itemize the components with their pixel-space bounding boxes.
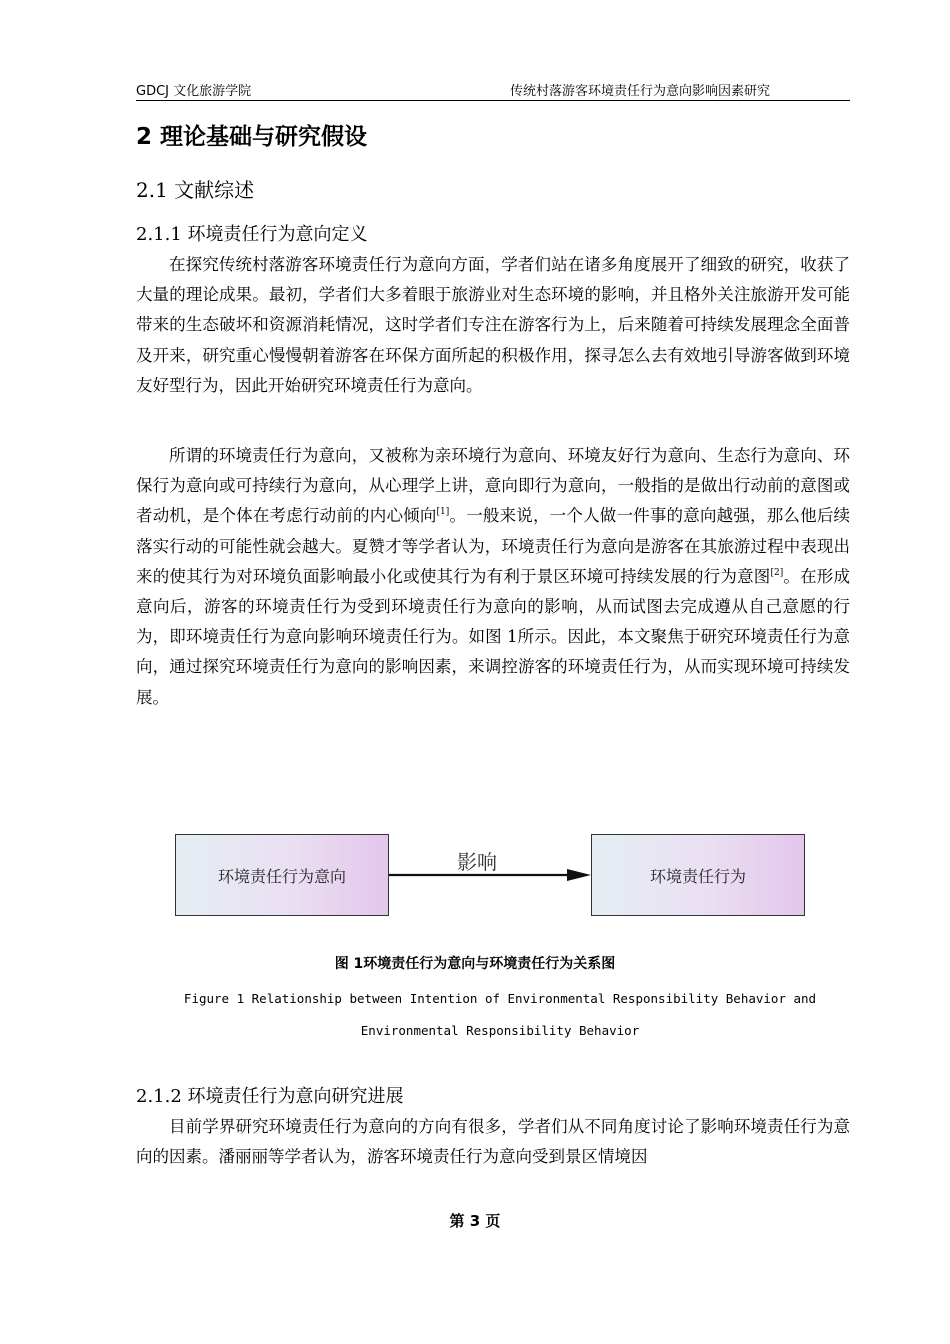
header-institution: GDCJ 文化旅游学院 bbox=[136, 84, 252, 99]
figure-caption-en: Figure 1 Relationship between Intention of Environmental Responsibility Behavior and Environmental Responsibility Behavior bbox=[183, 991, 817, 1038]
box-intention-label: 环境责任行为意向 bbox=[217, 866, 346, 886]
subsection-title-2: 2.1.2 环境责任行为意向研究进展 bbox=[136, 1086, 404, 1107]
header-thesis-title: 传统村落游客环境责任行为意向影响因素研究 bbox=[509, 84, 770, 99]
paragraph-3: 目前学界研究环境责任行为意向的方向有很多，学者们从不同角度讨论了影响环境责任行为意向的因素。潘丽丽等学者认为，游客环境责任行为意向受到景区情境因 bbox=[136, 1117, 850, 1167]
box-behavior bbox=[591, 834, 805, 916]
paragraph-2 bbox=[136, 441, 850, 713]
figure-caption-cn: 图 1环境责任行为意向与环境责任行为关系图 bbox=[334, 956, 616, 972]
paragraph-2-text-c: 。在形成意向后，游客的环境责任行为受到环境责任行为意向的影响，从而试图去完成遵从自己意愿的行为，即环境责任行为意向影响环境责任行为。如图 1所示。因此，本文聚焦于研究环境责任行为意向，通过探究环境责任行为意向的影响因素，来调控游客的环境责任行为，从而实现环境可持续发展。 bbox=[136, 566, 851, 707]
paragraph-1: 在探究传统村落游客环境责任行为意向方面，学者们站在诸多角度展开了细致的研究，收获了大量的理论成果。最初，学者们大多着眼于旅游业对生态环境的影响，并且格外关注旅游开发可能带来的生态破坏和资源消耗情况，这时学者们专注在游客行为上，后来随着可持续发展理念全面普及开来，研究重心慢慢朝着游客在环保方面所起的积极作用，探寻怎么去有效地引导游客做到环境友好型行为，因此开始研究环境责任行为意向。 bbox=[136, 255, 850, 395]
section-title: 2.1 文献综述 bbox=[136, 178, 255, 202]
page-number: 第 3 页 bbox=[449, 1212, 501, 1230]
box-behavior-label: 环境责任行为 bbox=[649, 866, 746, 886]
paragraph-2-text-a: 所谓的环境责任行为意向，又被称为亲环境行为意向、环境友好行为意向、生态行为意向、环保行为意向或可持续行为意向，从心理学上讲，意向即行为意向，一般指的是做出行动前的意图或者动机，是个体在考虑行动前的内心倾向 bbox=[136, 446, 850, 526]
citation-2[interactable]: [2] bbox=[770, 567, 784, 578]
subsection-title-1: 2.1.1 环境责任行为意向定义 bbox=[136, 224, 368, 245]
box-intention bbox=[175, 834, 389, 916]
arrow-label: 影响 bbox=[457, 850, 497, 874]
chapter-title: 2 理论基础与研究假设 bbox=[136, 124, 368, 150]
figure-1-diagram bbox=[170, 828, 810, 923]
page-header bbox=[136, 78, 850, 101]
citation-1[interactable]: [1] bbox=[436, 507, 450, 518]
paragraph-2-text-b: 。一般来说，一个人做一件事的意向越强，那么他后续落实行动的可能性就会越大。夏赞才等学者认为，环境责任行为意向是游客在其旅游过程中表现出来的使其行为对环境负面影响最小化或使其行为有利于景区环境可持续发展的行为意图 bbox=[136, 506, 851, 586]
